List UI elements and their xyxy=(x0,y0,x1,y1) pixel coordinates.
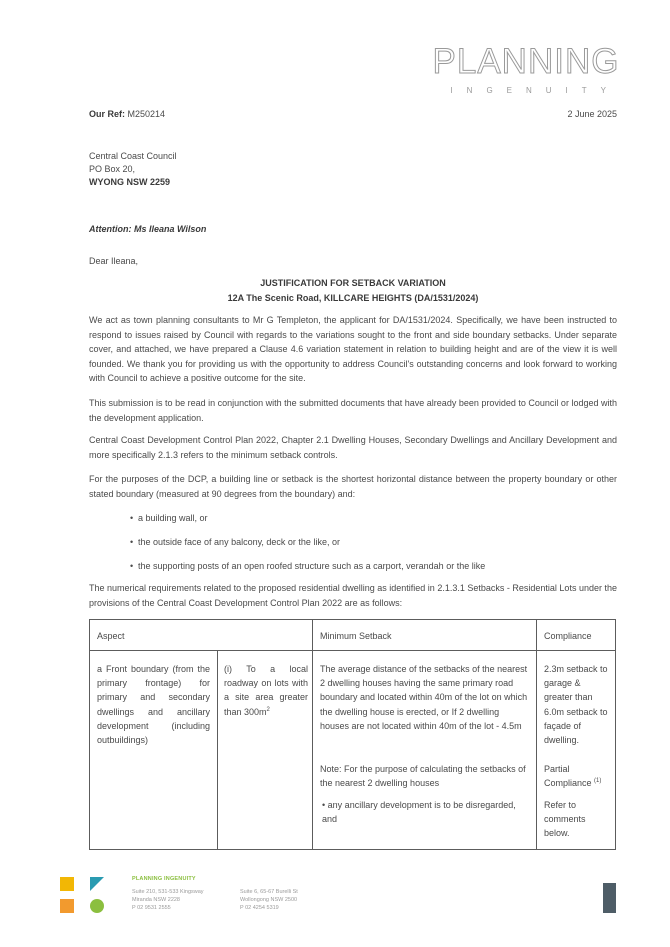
address-line: PO Box 20, xyxy=(89,164,136,174)
setback-table xyxy=(89,619,616,850)
list-item: • the outside face of any balcony, deck or the like, or xyxy=(130,537,340,547)
table-cell-note: Note: For the purpose of calculating the setbacks of the nearest 2 dwelling houses xyxy=(320,764,526,789)
salutation: Dear Ileana, xyxy=(89,256,139,266)
bullet-marker: • xyxy=(130,561,134,571)
brand-square-icon xyxy=(60,899,74,913)
table-divider xyxy=(90,650,615,651)
list-item: • the supporting posts of an open roofed structure such as a carport, verandah or the like xyxy=(130,561,486,571)
table-cell-compliance: 2.3m setback to garage & greater than 6.0m setback to façade of dwelling. xyxy=(544,664,608,746)
letter-date: 2 June 2025 xyxy=(567,109,617,119)
table-divider xyxy=(312,620,313,849)
paragraph: This submission is to be read in conjunction with the submitted documents that have already been provided to Council or lodged with the development application. xyxy=(89,398,617,423)
letter-subtitle: 12A The Scenic Road, KILLCARE HEIGHTS (DA/1531/2024) xyxy=(227,293,479,303)
logo-wordmark: PLANNING xyxy=(432,42,620,81)
recipient-address xyxy=(89,150,177,189)
footer-brand: PLANNING INGENUITY xyxy=(132,876,196,882)
paragraph: We act as town planning consultants to Mr G Templeton, the applicant for DA/1531/2024. Specifically, we have been instructed to respond to issues raised by Council with regards to the variations sought to the front and side boundary setbacks. Under separate cover, and attached, we have prepared a Clause 4.6 variation statement in relation to building height and are of the view it is well founded. We thank you for providing us with the opportunity to address Council's outstanding concerns and look forward to working with Council to achieve a positive outcome for the site. xyxy=(89,315,617,383)
table-cell-compliance-note: Refer to comments below. xyxy=(544,800,586,839)
our-reference xyxy=(89,107,165,121)
reference-value: M250214 xyxy=(127,109,166,119)
table-cell-aspect: a Front boundary (from the primary frontage) for primary and secondary dwellings and ancillary development (including outbuildings) xyxy=(97,664,210,746)
paragraph: Central Coast Development Control Plan 2022, Chapter 2.1 Dwelling Houses, Secondary Dwellings and Ancillary Development and more specifically 2.1.3 refers to the minimum setback controls. xyxy=(89,435,617,460)
footer-office-miranda: Suite 210, 531-533 Kingsway Miranda NSW 2228 P 02 9531 2555 xyxy=(132,889,204,911)
list-item: • a building wall, or xyxy=(130,513,208,523)
bullet-marker: • xyxy=(130,513,134,523)
address-line: Central Coast Council xyxy=(89,151,177,161)
table-header-minimum: Minimum Setback xyxy=(320,631,392,641)
footer-accent-bar xyxy=(603,883,616,913)
table-header-compliance: Compliance xyxy=(544,631,592,641)
bullet-marker: • xyxy=(130,537,134,547)
address-line: WYONG NSW 2259 xyxy=(89,177,171,187)
bullet-marker: • xyxy=(322,800,326,810)
table-divider xyxy=(536,620,537,849)
paragraph: For the purposes of the DCP, a building line or setback is the shortest horizontal distance between the property boundary or other stated boundary (measured at 90 degrees from the boundary) and: xyxy=(89,474,617,499)
table-cell-sub-aspect: (i) To a local roadway on lots with a site area greater than $300m^2$ xyxy=(224,664,308,717)
attention-line: Attention: Ms Ileana Wilson xyxy=(89,224,207,234)
brand-triangle-icon xyxy=(90,877,104,891)
table-header-aspect: Aspect xyxy=(97,631,125,641)
table-cell-compliance-status: Partial Compliance $^{(1)}$ xyxy=(544,764,602,789)
footer-office-wollongong: Suite 6, 65-67 Burelli St Wollongong NSW 2500 P 02 4254 5319 xyxy=(240,889,298,911)
brand-circle-icon xyxy=(90,899,104,913)
brand-square-icon xyxy=(60,877,74,891)
company-logo xyxy=(432,44,620,102)
table-divider xyxy=(217,650,218,849)
table-cell-note-bullet: • any ancillary development is to be disregarded, and xyxy=(322,800,516,825)
table-cell-minimum: The average distance of the setbacks of the nearest 2 dwelling houses having the same primary road boundary and located within 40m of the lot on which the dwelling house is erected, or If 2 dwelling houses are not located within 40m of the lot - 4.5m xyxy=(320,664,528,731)
letter-title: JUSTIFICATION FOR SETBACK VARIATION xyxy=(260,278,446,288)
reference-label: Our Ref: xyxy=(89,109,125,119)
logo-subtitle: INGENUITY xyxy=(450,86,620,95)
paragraph: The numerical requirements related to the proposed residential dwelling as identified in 2.1.3.1 Setbacks - Residential Lots under the provisions of the Central Coast Development Control Plan 2022 are as follows: xyxy=(89,583,617,608)
